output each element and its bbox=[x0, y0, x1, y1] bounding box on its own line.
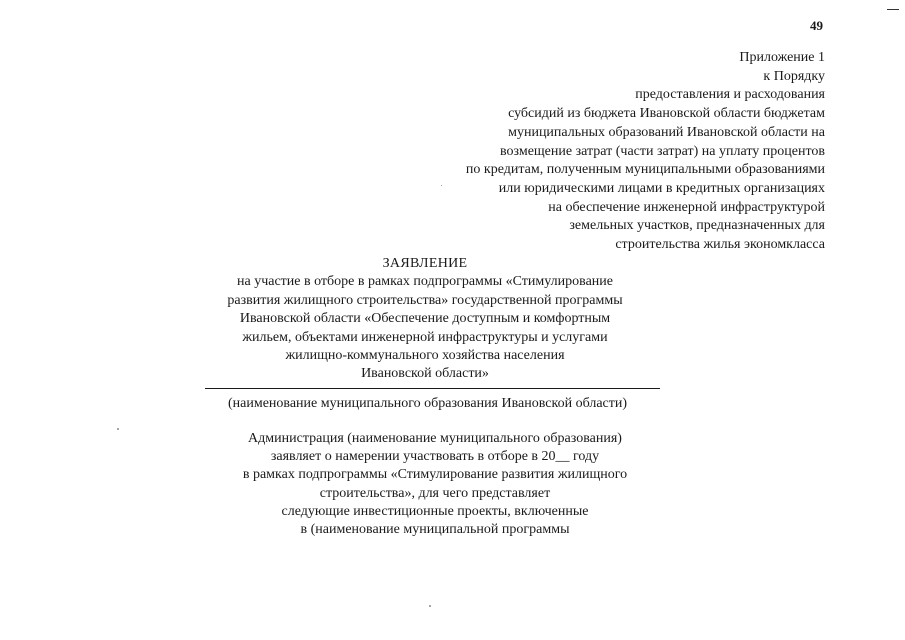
statement-line: следующие инвестиционные проекты, включенные bbox=[281, 503, 589, 519]
municipality-caption: (наименование муниципального образования Ивановской области) bbox=[227, 396, 628, 411]
municipality-fill-line bbox=[205, 388, 660, 389]
appendix-line: субсидий из бюджета Ивановской области бюджетам bbox=[508, 106, 825, 122]
page-number: 49 bbox=[810, 18, 823, 33]
statement-line: Администрация (наименование муниципального образования) bbox=[248, 431, 622, 446]
scan-speck bbox=[429, 605, 431, 607]
appendix-line: к Порядку bbox=[763, 68, 825, 84]
scan-corner-mark bbox=[887, 9, 899, 10]
statement-line: строительства», для чего представляет bbox=[319, 485, 551, 501]
appendix-line: земельных участков, предназначенных для bbox=[569, 218, 825, 234]
document-title: ЗАЯВЛЕНИЕ bbox=[382, 256, 468, 271]
appendix-line: муниципальных образований Ивановской области на bbox=[508, 124, 825, 140]
statement-line: в рамках подпрограммы «Стимулирование развития жилищного bbox=[242, 467, 628, 483]
subtitle-line: Ивановской области «Обеспечение доступным и комфортным bbox=[239, 311, 611, 327]
subtitle-line: жилищно-коммунального хозяйства населения bbox=[285, 348, 565, 364]
appendix-line: строительства жилья экономкласса bbox=[615, 237, 825, 253]
appendix-line: возмещение затрат (части затрат) на уплату процентов bbox=[499, 143, 825, 159]
subtitle-line: жильем, объектами инженерной инфраструктуры и услугами bbox=[242, 329, 608, 345]
appendix-line: предоставления и расходования bbox=[635, 87, 825, 103]
appendix-line: или юридическими лицами в кредитных организациях bbox=[498, 180, 825, 196]
statement-line: в (наименование муниципальной программы bbox=[300, 522, 570, 538]
subtitle-line: развития жилищного строительства» государственной программы bbox=[227, 292, 623, 308]
appendix-header bbox=[365, 49, 825, 255]
statement-body bbox=[160, 430, 710, 539]
appendix-line: на обеспечение инженерной инфраструктурой bbox=[548, 199, 825, 215]
appendix-line: по кредитам, полученным муниципальными образованиями bbox=[465, 162, 825, 178]
scan-speck bbox=[117, 428, 119, 430]
application-title-block bbox=[160, 255, 690, 384]
statement-line: заявляет о намерении участвовать в отборе в 20__ году bbox=[270, 449, 600, 465]
subtitle-line: на участие в отборе в рамках подпрограммы «Стимулирование bbox=[237, 274, 613, 290]
subtitle-line: Ивановской области» bbox=[361, 366, 489, 382]
scan-speck bbox=[441, 185, 442, 186]
appendix-line: Приложение 1 bbox=[739, 50, 825, 65]
